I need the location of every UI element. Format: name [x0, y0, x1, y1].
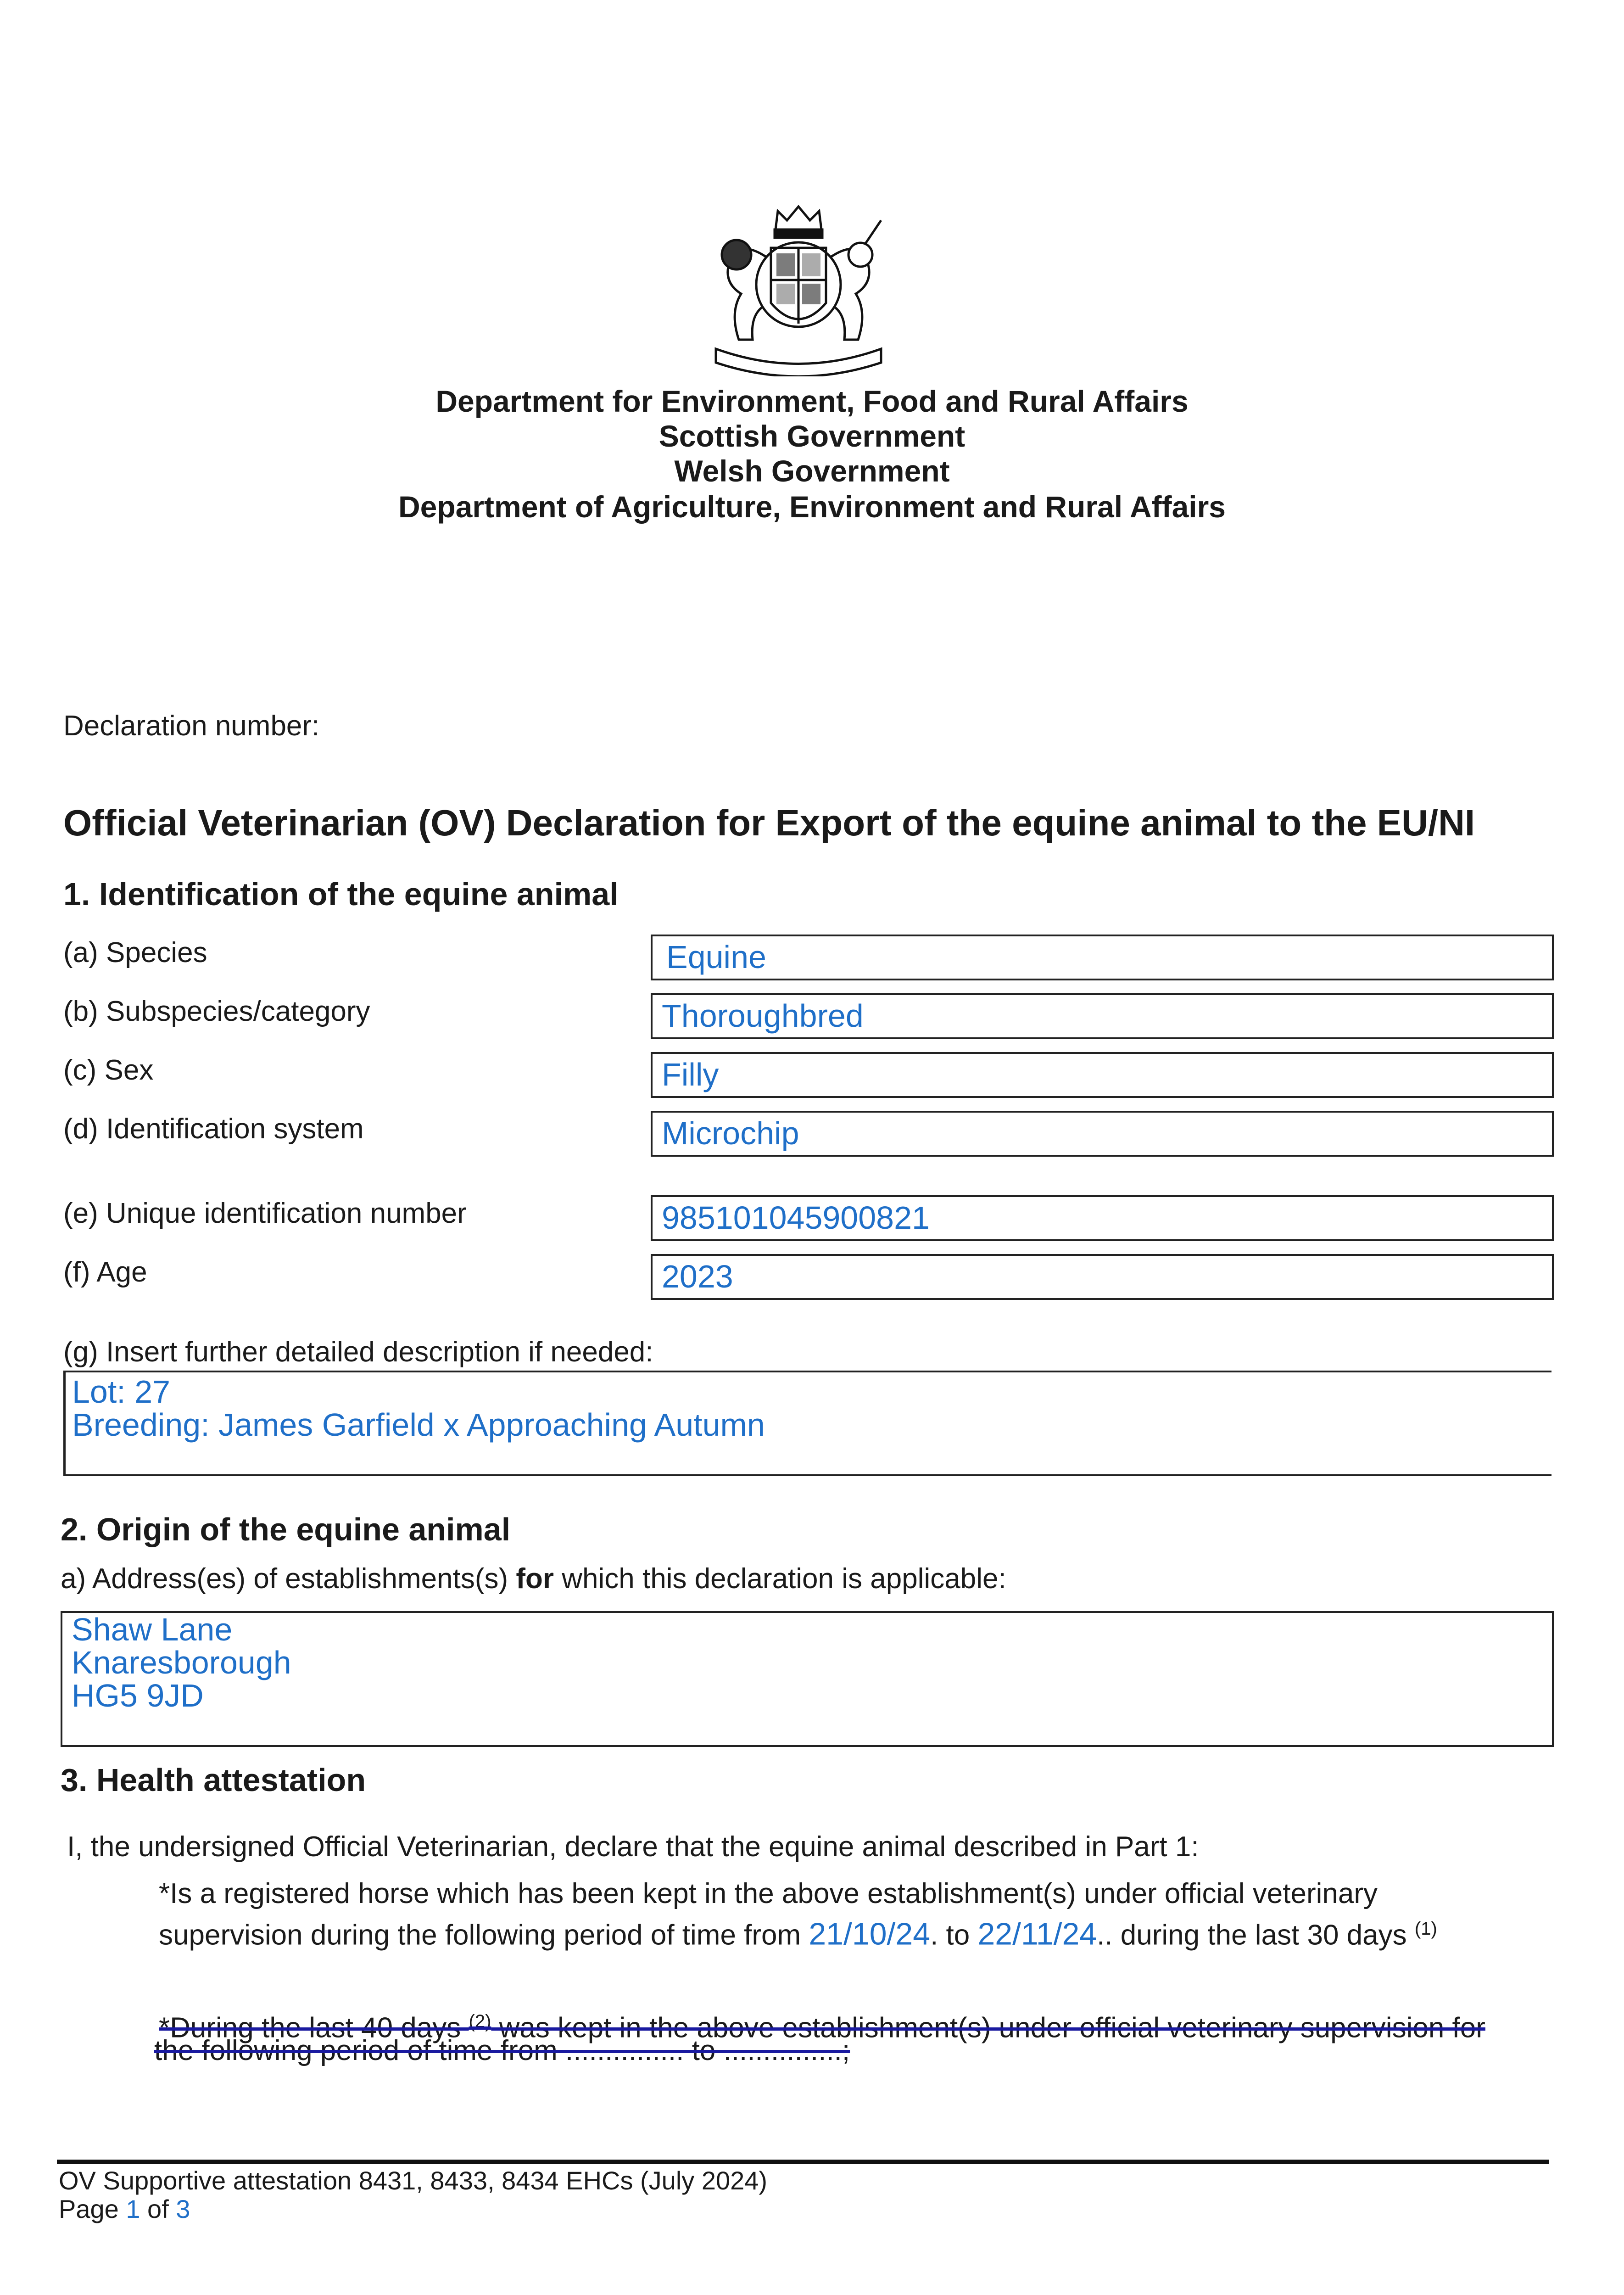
identification-system-field[interactable] — [651, 1111, 1554, 1157]
attestation-item-2-line-2-struck: the following period of time from ............... to ...............; — [154, 2035, 850, 2066]
age-field[interactable] — [651, 1254, 1554, 1300]
address-label: a) Address(es) of establishments(s) for which this declaration is applicable: — [61, 1563, 1006, 1595]
period-from-date: 21/10/24 — [809, 1916, 931, 1952]
department-name: Department for Environment, Food and Rural Affairs — [435, 384, 1189, 418]
page-title: Official Veterinarian (OV) Declaration for Export of the equine animal to the EU/NI — [63, 802, 1475, 843]
period-to-date: 22/11/24 — [977, 1916, 1097, 1952]
footer-page-number: Page 1 of 3 — [59, 2194, 190, 2223]
description-label: (g) Insert further detailed description if needed: — [63, 1336, 653, 1368]
attestation-intro: I, the undersigned Official Veterinarian, declare that the equine animal described in Part 1: — [67, 1831, 1199, 1863]
uid-label: (e) Unique identification number — [63, 1198, 467, 1229]
age-label: (f) Age — [63, 1256, 147, 1288]
address-field[interactable] — [61, 1611, 1554, 1747]
address-line: Shaw Lane — [72, 1612, 233, 1647]
royal-coat-of-arms-crest — [698, 202, 899, 376]
footer-form-reference: OV Supportive attestation 8431, 8433, 8434 EHCs (July 2024) — [59, 2166, 768, 2195]
department-name: Scottish Government — [659, 419, 965, 453]
footer-rule — [57, 2160, 1549, 2164]
description-line: Lot: 27 — [72, 1374, 171, 1410]
identification-system-value: Microchip — [662, 1115, 799, 1151]
sex-label: (c) Sex — [63, 1054, 154, 1086]
age-value: 2023 — [662, 1259, 733, 1294]
description-line: Breeding: James Garfield x Approaching Autumn — [72, 1407, 765, 1443]
address-line: Knaresborough — [72, 1645, 291, 1680]
uid-value: 985101045900821 — [662, 1200, 930, 1236]
section-2-heading: 2. Origin of the equine animal — [61, 1511, 511, 1547]
species-label: (a) Species — [63, 937, 207, 968]
description-field[interactable] — [63, 1371, 1551, 1476]
species-field[interactable] — [651, 935, 1554, 980]
attestation-item-1-line-2: supervision during the following period of time from 21/10/24. to 22/11/24.. during the last 30 days $^{(1)}$ — [159, 1916, 1437, 1952]
attestation-item-2-line-1-struck: *During the last 40 days $^{(2)}$ was kept in the above establishment(s) under official veterinary supervision for — [159, 2011, 1485, 2044]
identification-system-label: (d) Identification system — [63, 1113, 364, 1145]
subspecies-field[interactable] — [651, 993, 1554, 1039]
subspecies-label: (b) Subspecies/category — [63, 996, 370, 1027]
uid-field[interactable] — [651, 1195, 1554, 1241]
section-1-heading: 1. Identification of the equine animal — [63, 876, 619, 912]
species-value: Equine — [666, 939, 766, 975]
declaration-number-label: Declaration number: — [63, 710, 320, 742]
section-3-heading: 3. Health attestation — [61, 1762, 366, 1798]
address-line: HG5 9JD — [72, 1678, 204, 1713]
sex-value: Filly — [662, 1057, 719, 1092]
sex-field[interactable] — [651, 1052, 1554, 1098]
department-name: Department of Agriculture, Environment and Rural Affairs — [398, 490, 1226, 524]
department-name: Welsh Government — [674, 454, 950, 488]
attestation-item-1-line-1: *Is a registered horse which has been kept in the above establishment(s) under official veterinary — [159, 1878, 1378, 1909]
subspecies-value: Thoroughbred — [662, 998, 864, 1034]
